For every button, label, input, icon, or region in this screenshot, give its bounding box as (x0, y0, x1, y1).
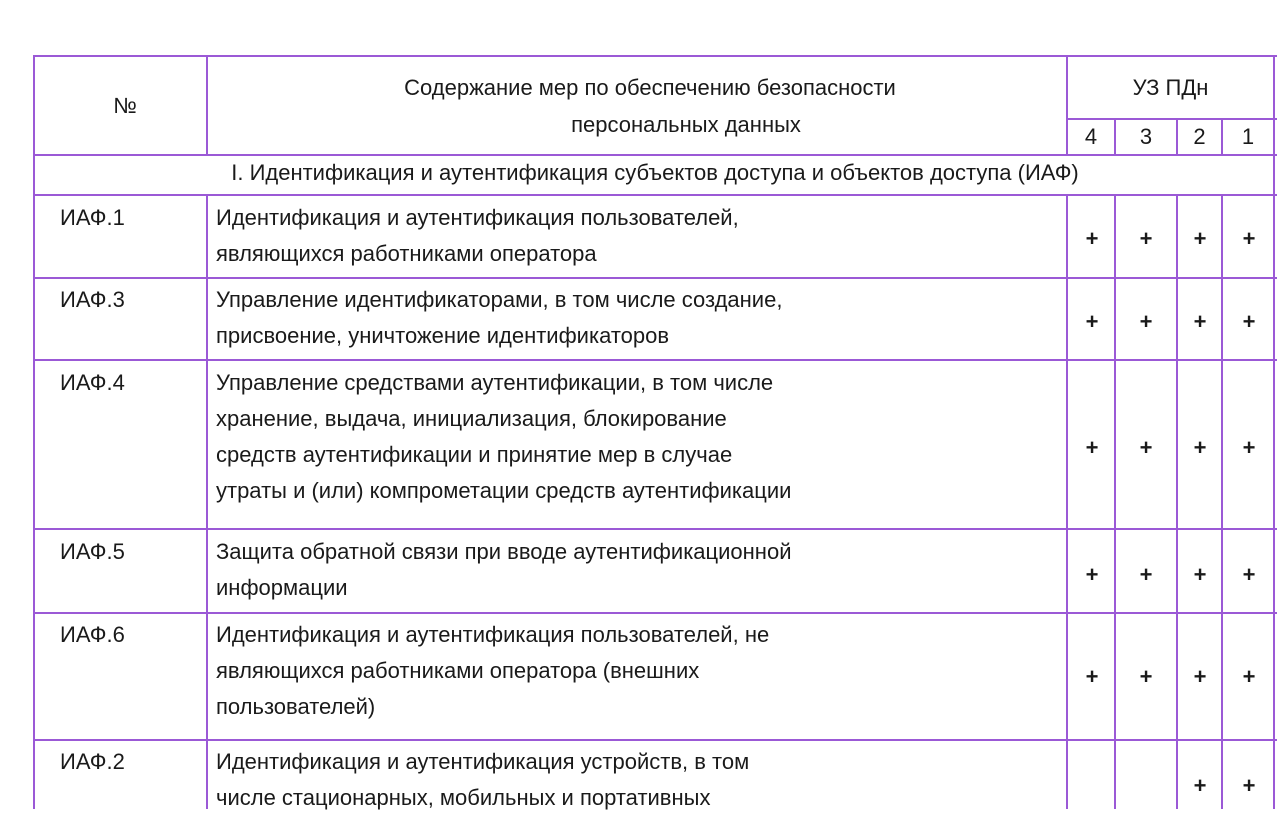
section-title: I. Идентификация и аутентификация субъектов доступа и объектов доступа (ИАФ) (231, 160, 1079, 185)
level-1-mark: + (1242, 773, 1256, 798)
col-line (1114, 194, 1116, 809)
row-code: ИАФ.6 (60, 622, 125, 647)
level-subheader-line (1066, 118, 1277, 120)
header-level-3: 3 (1139, 124, 1153, 149)
header-bottom-line (33, 154, 1277, 156)
description-line: Управление идентификаторами, в том числе создание, (216, 287, 783, 312)
section-bottom-line (33, 194, 1277, 196)
level-3-mark: + (1139, 435, 1153, 460)
description-line: являющихся работниками оператора (216, 241, 597, 266)
description-line: Идентификация и аутентификация пользователей, не (216, 622, 770, 647)
level-4-mark: + (1085, 435, 1099, 460)
level-1-mark: + (1242, 562, 1256, 587)
header-level-1: 1 (1241, 124, 1255, 149)
level-2-mark: + (1193, 562, 1207, 587)
row-code: ИАФ.5 (60, 539, 125, 564)
row-line (33, 612, 1277, 614)
row-code: ИАФ.3 (60, 287, 125, 312)
header-content-line2: персональных данных (571, 112, 801, 137)
level-2-mark: + (1193, 309, 1207, 334)
description-line: информации (216, 575, 348, 600)
row-description (216, 200, 856, 272)
description-line: пользователей) (216, 694, 376, 719)
level-1-mark: + (1242, 309, 1256, 334)
col-line (1176, 194, 1178, 809)
level-3-mark: + (1139, 226, 1153, 251)
row-description (216, 282, 856, 354)
description-line: средств аутентификации и принятие мер в случае (216, 442, 733, 467)
description-line: Идентификация и аутентификация пользователей, (216, 205, 739, 230)
col-line (206, 55, 208, 155)
level-2-mark: + (1193, 435, 1207, 460)
description-line: Защита обратной связи при вводе аутентификационной (216, 539, 792, 564)
description-line: Идентификация и аутентификация устройств, в том (216, 749, 750, 774)
row-line (33, 739, 1277, 741)
row-description (216, 744, 856, 816)
level-2-mark: + (1193, 226, 1207, 251)
header-number: № (113, 93, 137, 118)
col-line (1221, 194, 1223, 809)
row-code: ИАФ.4 (60, 370, 125, 395)
header-content-line1: Содержание мер по обеспечению безопасности (404, 75, 896, 100)
row-description (216, 365, 856, 509)
header-level-2: 2 (1193, 124, 1206, 149)
row-description (216, 617, 856, 725)
level-1-mark: + (1242, 664, 1256, 689)
row-code: ИАФ.1 (60, 205, 125, 230)
description-line: хранение, выдача, инициализация, блокирование (216, 406, 727, 431)
row-line (33, 359, 1277, 361)
level-4-mark: + (1085, 226, 1099, 251)
level-2-mark: + (1193, 773, 1207, 798)
description-line: присвоение, уничтожение идентификаторов (216, 323, 670, 348)
row-line (33, 528, 1277, 530)
level-4-mark: + (1085, 562, 1099, 587)
header-level-group: УЗ ПДн (1132, 75, 1209, 100)
level-4-mark: + (1085, 309, 1099, 334)
level-3-mark: + (1139, 664, 1153, 689)
description-line: утраты и (или) компрометации средств аутентификации (216, 478, 792, 503)
description-line: числе стационарных, мобильных и портативных (216, 785, 711, 810)
description-line: Управление средствами аутентификации, в том числе (216, 370, 774, 395)
row-line (33, 277, 1277, 279)
row-description (216, 534, 856, 606)
level-2-mark: + (1193, 664, 1207, 689)
row-code: ИАФ.2 (60, 749, 125, 774)
level-3-mark: + (1139, 309, 1153, 334)
level-1-mark: + (1242, 435, 1256, 460)
table-border-top (33, 55, 1277, 57)
header-level-4: 4 (1084, 124, 1098, 149)
level-1-mark: + (1242, 226, 1256, 251)
col-line (206, 194, 208, 809)
description-line: являющихся работниками оператора (внешних (216, 658, 700, 683)
col-line (1066, 194, 1068, 809)
level-4-mark: + (1085, 664, 1099, 689)
level-3-mark: + (1139, 562, 1153, 587)
